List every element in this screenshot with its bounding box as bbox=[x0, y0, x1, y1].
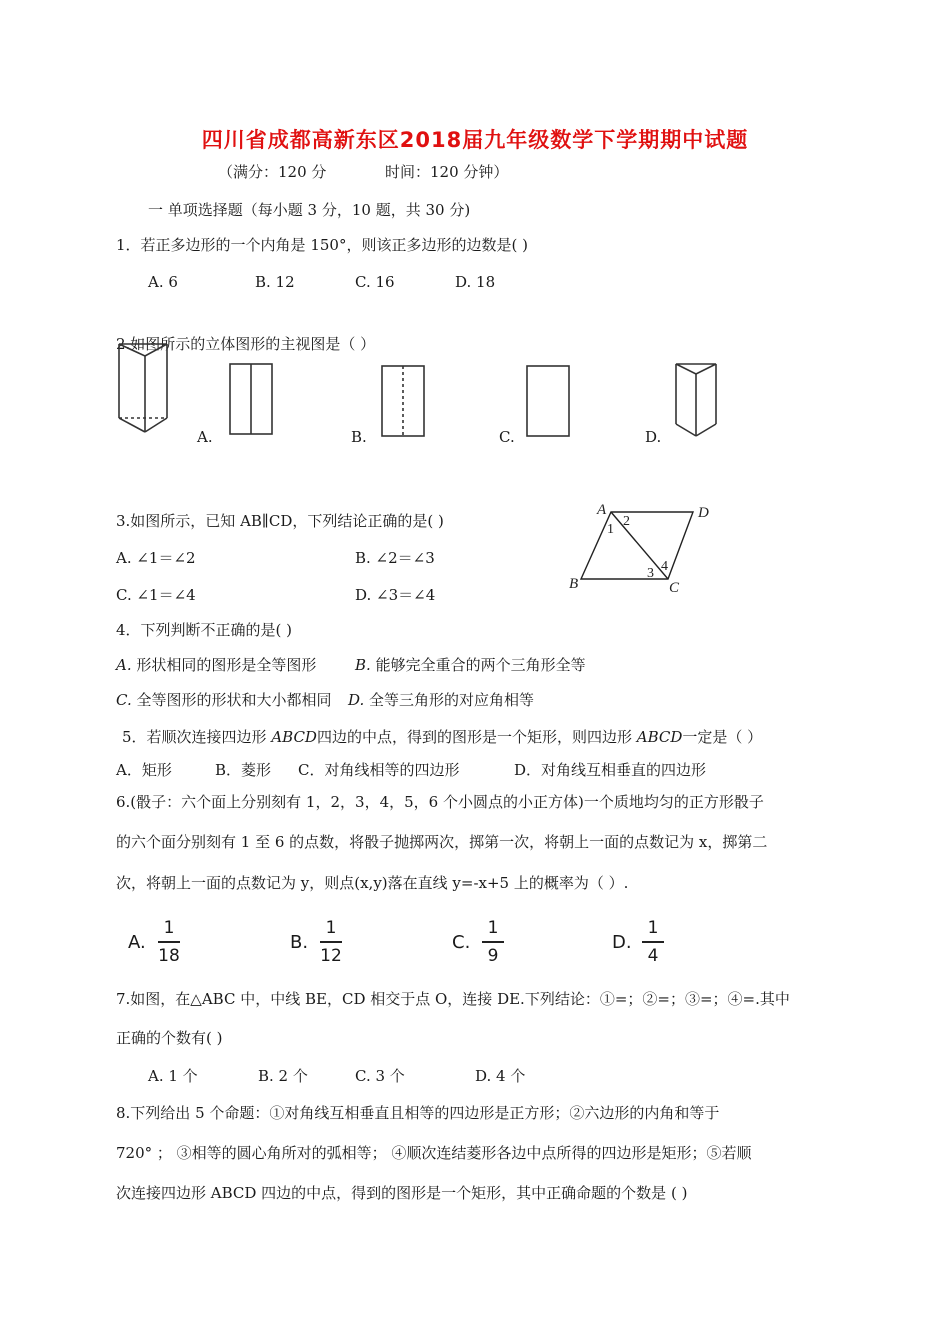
q7-option-a: A. 1 个 bbox=[148, 1067, 198, 1085]
option-c-view-icon bbox=[525, 364, 571, 438]
q4-c-text: 全等图形的形状和大小都相同 bbox=[136, 691, 332, 709]
q4-d-label: D. bbox=[348, 691, 365, 709]
q5-stem bbox=[122, 727, 762, 747]
option-d-view-icon bbox=[672, 360, 720, 440]
vertex-c-label: C bbox=[669, 580, 680, 596]
q5-option-b: B．菱形 bbox=[215, 761, 272, 779]
q4-d-text: 全等三角形的对应角相等 bbox=[369, 691, 535, 709]
q7-line-2: 正确的个数有( ) bbox=[116, 1029, 223, 1047]
vertex-b-label: B bbox=[569, 576, 579, 592]
q1-option-a: A. 6 bbox=[148, 273, 178, 291]
q7-option-d: D. 4 个 bbox=[475, 1067, 526, 1085]
q5-abcd-2: ABCD bbox=[636, 728, 683, 746]
q6-line-2: 的六个面分别刻有 1 至 6 的点数，将骰子抛掷两次，掷第一次，将朝上一面的点数记为 x，掷第二 bbox=[116, 833, 768, 851]
q6-line-1: 6.(骰子：六个面上分别刻有 1，2，3，4，5，6 个小圆点的小正方体)一个质地均匀的正方形骰子 bbox=[116, 793, 764, 811]
q3-option-a: A. ∠1＝∠2 bbox=[116, 549, 196, 567]
q2-option-d: D. bbox=[645, 428, 662, 446]
q7-line-1: 7.如图，在△ABC 中，中线 BE，CD 相交于点 O，连接 DE.下列结论：①=；②=；③=；④=.其中 bbox=[116, 990, 790, 1008]
q6-c-label: C. bbox=[452, 932, 471, 953]
q6-c-numerator: 1 bbox=[487, 918, 499, 938]
q7-option-c: C. 3 个 bbox=[355, 1067, 405, 1085]
q8-line-1: 8.下列给出 5 个命题：①对角线互相垂直且相等的四边形是正方形；②六边形的内角和等于 bbox=[116, 1104, 720, 1122]
q2-option-c: C. bbox=[499, 428, 515, 446]
q6-a-label: A. bbox=[128, 932, 146, 953]
q5-stem-mid: 四边的中点，得到的图形是一个矩形，则四边形 bbox=[316, 728, 637, 746]
q4-a-label: A. bbox=[116, 656, 132, 674]
q8-line-3: 次连接四边形 ABCD 四边的中点，得到的图形是一个矩形，其中正确命题的个数是 ( ) bbox=[116, 1184, 688, 1202]
q3-option-d: D. ∠3＝∠4 bbox=[355, 586, 436, 604]
q6-b-numerator: 1 bbox=[325, 918, 337, 938]
q4-option-d bbox=[348, 690, 534, 710]
q2-option-a: A. bbox=[197, 428, 213, 446]
q5-option-d: D．对角线互相垂直的四边形 bbox=[514, 761, 707, 779]
page-title: 四川省成都高新东区2018届九年级数学下学期期中试题 bbox=[201, 128, 749, 152]
q6-d-numerator: 1 bbox=[647, 918, 659, 938]
q4-a-text: 形状相同的图形是全等图形 bbox=[136, 656, 317, 674]
angle-2-label: 2 bbox=[623, 514, 630, 529]
q6-b-label: B. bbox=[290, 932, 309, 953]
parallelogram-figure bbox=[565, 498, 725, 598]
q6-d-denominator: 4 bbox=[647, 946, 659, 966]
q3-option-c: C. ∠1＝∠4 bbox=[116, 586, 196, 604]
q7-option-b: B. 2 个 bbox=[258, 1067, 308, 1085]
q4-stem: 4．下列判断不正确的是( ) bbox=[116, 621, 293, 639]
q5-stem-pre: 5．若顺次连接四边形 bbox=[122, 728, 272, 746]
angle-1-label: 1 bbox=[607, 522, 614, 537]
q2-option-b: B. bbox=[351, 428, 367, 446]
q5-stem-post: 一定是（ ） bbox=[682, 728, 763, 746]
q6-c-denominator: 9 bbox=[487, 946, 499, 966]
angle-4-label: 4 bbox=[661, 559, 668, 574]
q4-b-label: B. bbox=[355, 656, 371, 674]
q1-option-b: B. 12 bbox=[255, 273, 295, 291]
q6-line-3: 次，将朝上一面的点数记为 y，则点(x,y)落在直线 y=-x+5 上的概率为（ ）. bbox=[116, 874, 629, 892]
time-limit: 时间：120 分钟） bbox=[385, 163, 509, 181]
angle-3-label: 3 bbox=[647, 566, 654, 581]
q4-option-c bbox=[116, 690, 332, 710]
q1-option-d: D. 18 bbox=[455, 273, 496, 291]
q6-a-denominator: 18 bbox=[158, 946, 180, 966]
vertex-d-label: D bbox=[698, 505, 709, 521]
q6-b-denominator: 12 bbox=[320, 946, 342, 966]
q3-stem: 3.如图所示，已知 AB∥CD，下列结论正确的是( ) bbox=[116, 512, 444, 530]
prism-solid-figure bbox=[112, 338, 174, 438]
q4-option-b bbox=[355, 655, 586, 675]
vertex-a-label: A bbox=[597, 502, 607, 518]
q5-option-a: A．矩形 bbox=[116, 761, 172, 779]
q5-abcd-1: ABCD bbox=[271, 728, 317, 746]
q4-option-a bbox=[116, 655, 316, 675]
q1-option-c: C. 16 bbox=[355, 273, 395, 291]
q5-option-c: C．对角线相等的四边形 bbox=[298, 761, 460, 779]
q3-option-b: B. ∠2＝∠3 bbox=[355, 549, 435, 567]
section-heading: 一 单项选择题（每小题 3 分，10 题，共 30 分) bbox=[148, 201, 471, 219]
q4-c-label: C. bbox=[116, 691, 132, 709]
option-b-view-icon bbox=[380, 364, 426, 438]
full-score: （满分：120 分 bbox=[218, 163, 327, 181]
q2-stem: 2.如图所示的立体图形的主视图是（ ） bbox=[116, 335, 376, 353]
option-a-view-icon bbox=[228, 362, 274, 436]
q1-stem: 1．若正多边形的一个内角是 150°，则该正多边形的边数是( ) bbox=[116, 236, 528, 254]
q8-line-2: 720° ； ③相等的圆心角所对的弧相等； ④顺次连结菱形各边中点所得的四边形是矩形；⑤若顺 bbox=[116, 1144, 752, 1162]
q6-d-label: D. bbox=[612, 932, 632, 953]
q4-b-text: 能够完全重合的两个三角形全等 bbox=[375, 656, 586, 674]
q6-a-numerator: 1 bbox=[163, 918, 175, 938]
